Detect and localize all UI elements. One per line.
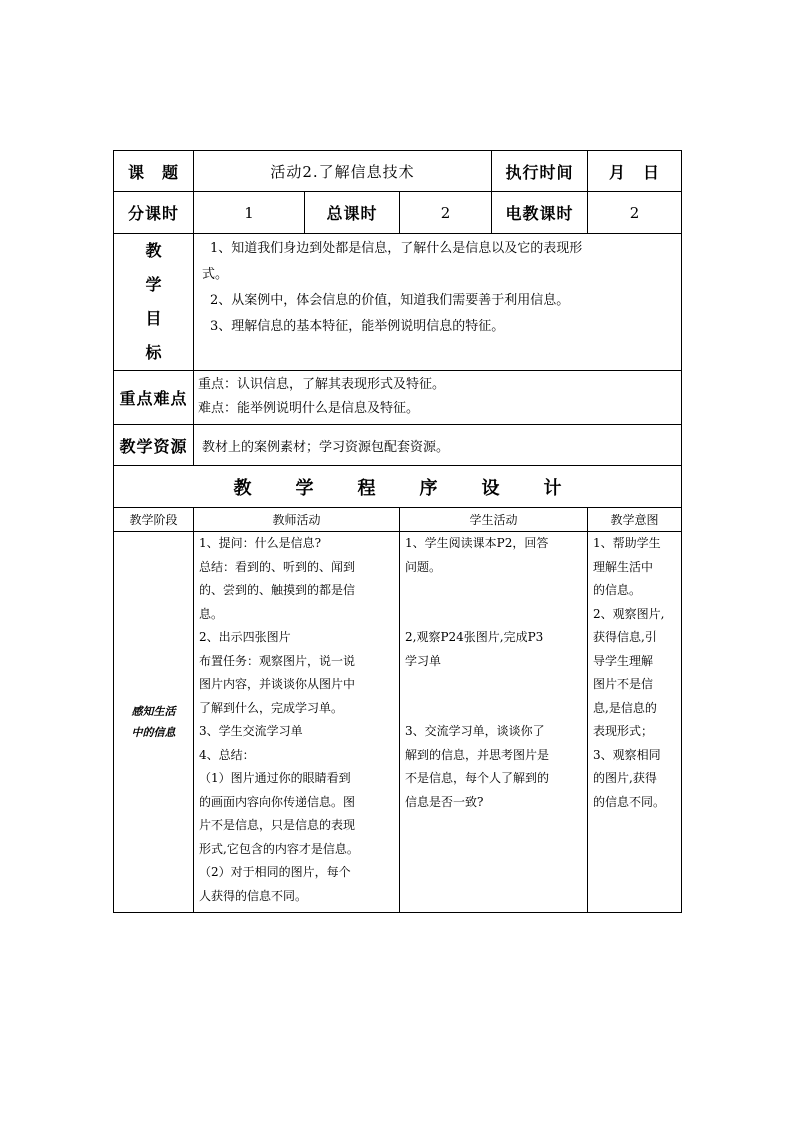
av-hours-value: 2 <box>588 192 682 234</box>
intent-line: 的图片,获得 <box>593 771 657 785</box>
objectives-row <box>114 234 682 371</box>
objectives-label <box>114 234 194 371</box>
procedure-banner: 教学程序设计 <box>114 466 682 508</box>
key-points-row <box>114 371 682 425</box>
intent-line: 1、帮助学生 <box>593 536 661 550</box>
objective-1-line2: 式。 <box>202 267 229 282</box>
student-line: 信息是否一致? <box>405 794 484 809</box>
objectives-label-line1: 教学 <box>145 241 180 294</box>
av-hours-label: 电教课时 <box>492 192 588 234</box>
intent-line: 理解生活中 <box>593 559 654 574</box>
intent-line: 的信息。 <box>593 583 642 597</box>
lesson-plan-table <box>113 150 682 913</box>
resources-text: 教材上的案例素材；学习资源包配套资源。 <box>194 425 682 466</box>
teacher-line: 的画面内容向你传递信息。图 <box>199 794 356 809</box>
teacher-line: 图片内容，并谈谈你从图片中 <box>199 677 356 691</box>
topic-label: 课 题 <box>114 151 194 192</box>
student-activity-cell <box>400 532 588 913</box>
objectives-label-line2: 目标 <box>145 309 180 362</box>
col-intent-header: 教学意图 <box>588 508 682 532</box>
intent-line: 息,是信息的 <box>593 700 657 715</box>
teacher-activity-cell <box>194 532 400 913</box>
key-points-label: 重点难点 <box>114 371 194 425</box>
teacher-line: 形式,它包含的内容才是信息。 <box>199 841 359 856</box>
key-points-difficulty: 难点：能举例说明什么是信息及特征。 <box>198 401 420 416</box>
teacher-line: 息。 <box>199 606 224 621</box>
student-line: 不是信息，每个人了解到的 <box>405 771 550 785</box>
col-student-header: 学生活动 <box>400 508 588 532</box>
stage-cell <box>114 532 194 913</box>
objective-1-line1: 1、知道我们身边到处都是信息，了解什么是信息以及它的表现形 <box>210 241 583 256</box>
key-points-focus: 重点：认识信息，了解其表现形式及特征。 <box>198 377 446 392</box>
procedure-content-row <box>114 532 682 913</box>
student-line: 解到的信息，并思考图片是 <box>405 747 550 762</box>
intent-line: 2、观察图片, <box>593 606 665 621</box>
stage-line2: 中的信息 <box>131 726 176 739</box>
topic-row <box>114 151 682 192</box>
teacher-line: 布置任务：观察图片，说一说 <box>199 653 356 668</box>
student-line: 1、学生阅读课本P2，回答 <box>405 536 549 550</box>
teacher-line: 的、尝到的、触摸到的都是信 <box>199 583 356 597</box>
intent-line: 的信息不同。 <box>593 794 666 809</box>
exec-time-label: 执行时间 <box>492 151 588 192</box>
teacher-line: 了解到什么，完成学习单。 <box>199 700 344 715</box>
student-line: 2,观察P24张图片,完成P3 <box>405 630 544 644</box>
student-line <box>405 603 584 627</box>
intent-cell <box>588 532 682 913</box>
teacher-line: （2）对于相同的图片，每个 <box>199 865 351 879</box>
stage-line1: 感知生活 <box>131 705 176 718</box>
total-hours-value: 2 <box>400 192 492 234</box>
key-points-content <box>194 371 682 425</box>
intent-line: 图片不是信 <box>593 677 654 691</box>
student-line <box>405 697 584 721</box>
teacher-line: 2、出示四张图片 <box>199 630 291 644</box>
student-line <box>405 579 584 603</box>
intent-line: 获得信息,引 <box>593 630 657 644</box>
topic-value: 活动2.了解信息技术 <box>194 151 492 192</box>
procedure-header-row <box>114 508 682 532</box>
intent-line: 表现形式； <box>593 724 654 738</box>
teacher-line: 4、总结： <box>199 747 255 762</box>
sub-hours-label: 分课时 <box>114 192 194 234</box>
teacher-line: 总结：看到的、听到的、闻到 <box>199 559 356 574</box>
exec-time-value: 月 日 <box>588 151 682 192</box>
col-stage-header: 教学阶段 <box>114 508 194 532</box>
student-line: 问题。 <box>405 559 442 574</box>
sub-hours-value: 1 <box>194 192 305 234</box>
procedure-banner-row <box>114 466 682 508</box>
intent-line: 3、观察相同 <box>593 747 661 762</box>
teacher-line: 1、提问：什么是信息? <box>199 536 322 550</box>
intent-line: 导学生理解 <box>593 653 654 668</box>
teacher-line: （1）图片通过你的眼睛看到 <box>199 771 351 785</box>
student-line: 学习单 <box>405 653 442 668</box>
objectives-content <box>194 234 682 371</box>
resources-row <box>114 425 682 466</box>
student-line: 3、交流学习单，谈谈你了 <box>405 724 545 738</box>
resources-label: 教学资源 <box>114 425 194 466</box>
col-teacher-header: 教师活动 <box>194 508 400 532</box>
objective-2: 2、从案例中，体会信息的价值，知道我们需要善于利用信息。 <box>210 293 570 308</box>
objective-3: 3、理解信息的基本特征，能举例说明信息的特征。 <box>210 319 505 334</box>
teacher-line: 3、学生交流学习单 <box>199 724 303 738</box>
student-line <box>405 673 584 697</box>
total-hours-label: 总课时 <box>305 192 400 234</box>
hours-row <box>114 192 682 234</box>
teacher-line: 片不是信息，只是信息的表现 <box>199 818 356 832</box>
teacher-line: 人获得的信息不同。 <box>199 888 308 903</box>
